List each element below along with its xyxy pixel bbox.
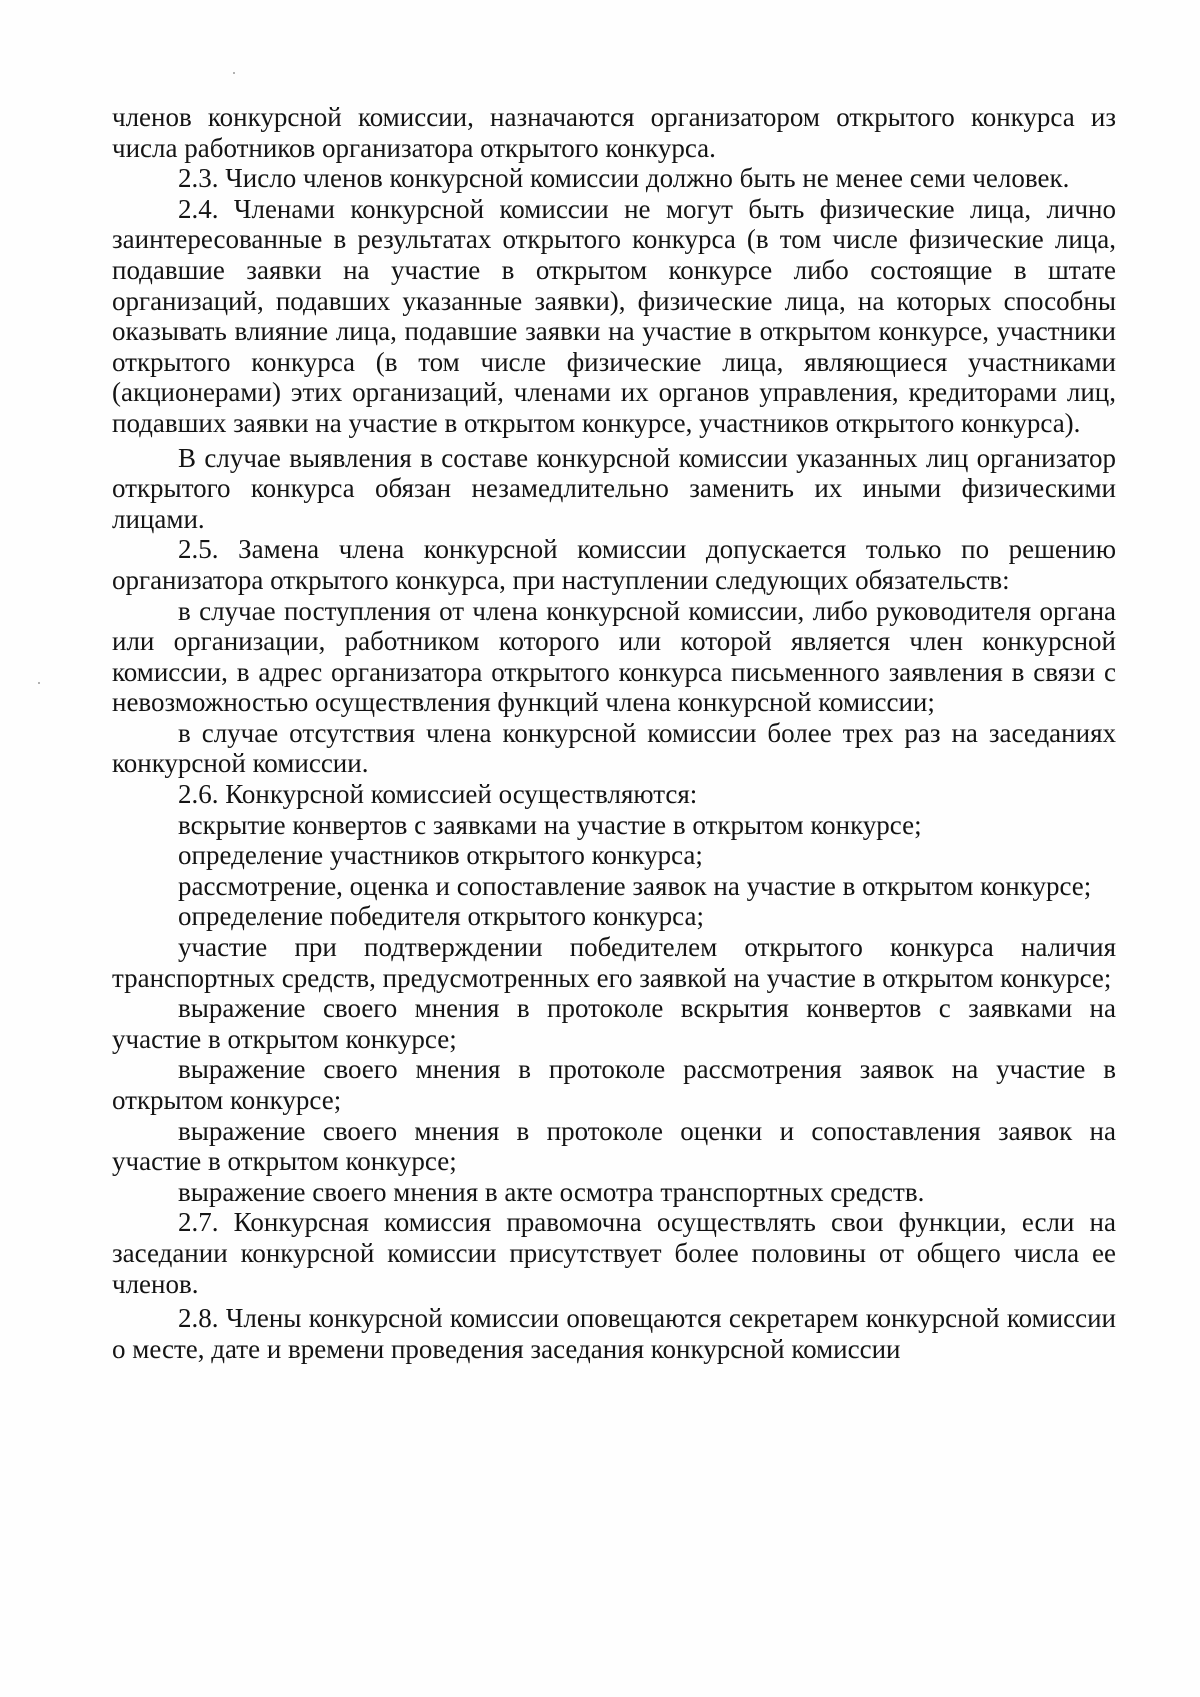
scan-speck bbox=[233, 72, 235, 74]
list-item-written-statement: в случае поступления от члена конкурсной комиссии, либо руководителя органа или организации, работником которого или которой является член конкурсной комиссии, в адрес организатора открытого конкурса письменного заявления в связи с невозможностью осуществления функций члена конкурсной комиссии; bbox=[112, 595, 1116, 718]
list-item-opening-envelopes: вскрытие конвертов с заявками на участие в открытом конкурсе; bbox=[178, 809, 922, 840]
list-item-absence: в случае отсутствия члена конкурсной комиссии более трех раз на заседаниях конкурсной комиссии. bbox=[112, 717, 1116, 779]
list-item-evaluation: рассмотрение, оценка и сопоставление заявок на участие в открытом конкурсе; bbox=[178, 870, 1092, 901]
list-item-participants: определение участников открытого конкурса; bbox=[178, 840, 703, 871]
paragraph-2-3: 2.3. Число членов конкурсной комиссии должно быть не менее семи человек. bbox=[178, 163, 1070, 194]
document-body bbox=[112, 102, 1116, 1364]
paragraph-2-5: 2.5. Замена члена конкурсной комиссии допускается только по решению организатора открытого конкурса, при наступлении следующих обязательств: bbox=[112, 534, 1116, 595]
list-item-winner: определение победителя открытого конкурса; bbox=[178, 901, 704, 932]
paragraph-2-8: 2.8. Члены конкурсной комиссии оповещаются секретарем конкурсной комиссии о месте, дате и времени проведения заседания конкурсной комиссии bbox=[112, 1303, 1116, 1364]
list-item-vehicles-confirmation: участие при подтверждении победителем открытого конкурса наличия транспортных средств, предусмотренных его заявкой на участие в открытом конкурсе; bbox=[112, 932, 1116, 993]
paragraph-continuation: членов конкурсной комиссии, назначаются организатором открытого конкурса из числа работников организатора открытого конкурса. bbox=[112, 102, 1116, 163]
list-item-opinion-comparison: выражение своего мнения в протоколе оценки и сопоставления заявок на участие в открытом конкурсе; bbox=[112, 1115, 1116, 1177]
paragraph-replacement-duty: В случае выявления в составе конкурсной комиссии указанных лиц организатор открытого конкурса обязан незамедлительно заменить их иными физическими лицами. bbox=[112, 442, 1116, 534]
paragraph-2-7: 2.7. Конкурсная комиссия правомочна осуществлять свои функции, если на заседании конкурсной комиссии присутствует более половины от общего числа ее членов. bbox=[112, 1207, 1116, 1299]
scan-speck bbox=[38, 682, 40, 684]
paragraph-2-4: 2.4. Членами конкурсной комиссии не могут быть физические лица, лично заинтересованные в результатах открытого конкурса (в том числе физические лица, подавшие заявки на участие в открытом конкурсе либо состоящие в штате организаций, подавших указанные заявки), физические лица, на которых способны оказывать влияние лица, подавшие заявки на участие в открытом конкурсе, участники открытого конкурса (в том числе физические лица, являющиеся участниками (акционерами) этих организаций, членами их органов управления, кредиторами лиц, подавших заявки на участие в открытом конкурсе, участников открытого конкурса). bbox=[112, 193, 1116, 438]
list-item-opinion-opening: выражение своего мнения в протоколе вскрытия конвертов с заявками на участие в открытом конкурсе; bbox=[112, 993, 1116, 1054]
paragraph-2-6: 2.6. Конкурсной комиссией осуществляются: bbox=[178, 779, 698, 810]
list-item-opinion-inspection: выражение своего мнения в акте осмотра транспортных средств. bbox=[178, 1176, 925, 1207]
list-item-opinion-review: выражение своего мнения в протоколе рассмотрения заявок на участие в открытом конкурсе; bbox=[112, 1054, 1116, 1115]
